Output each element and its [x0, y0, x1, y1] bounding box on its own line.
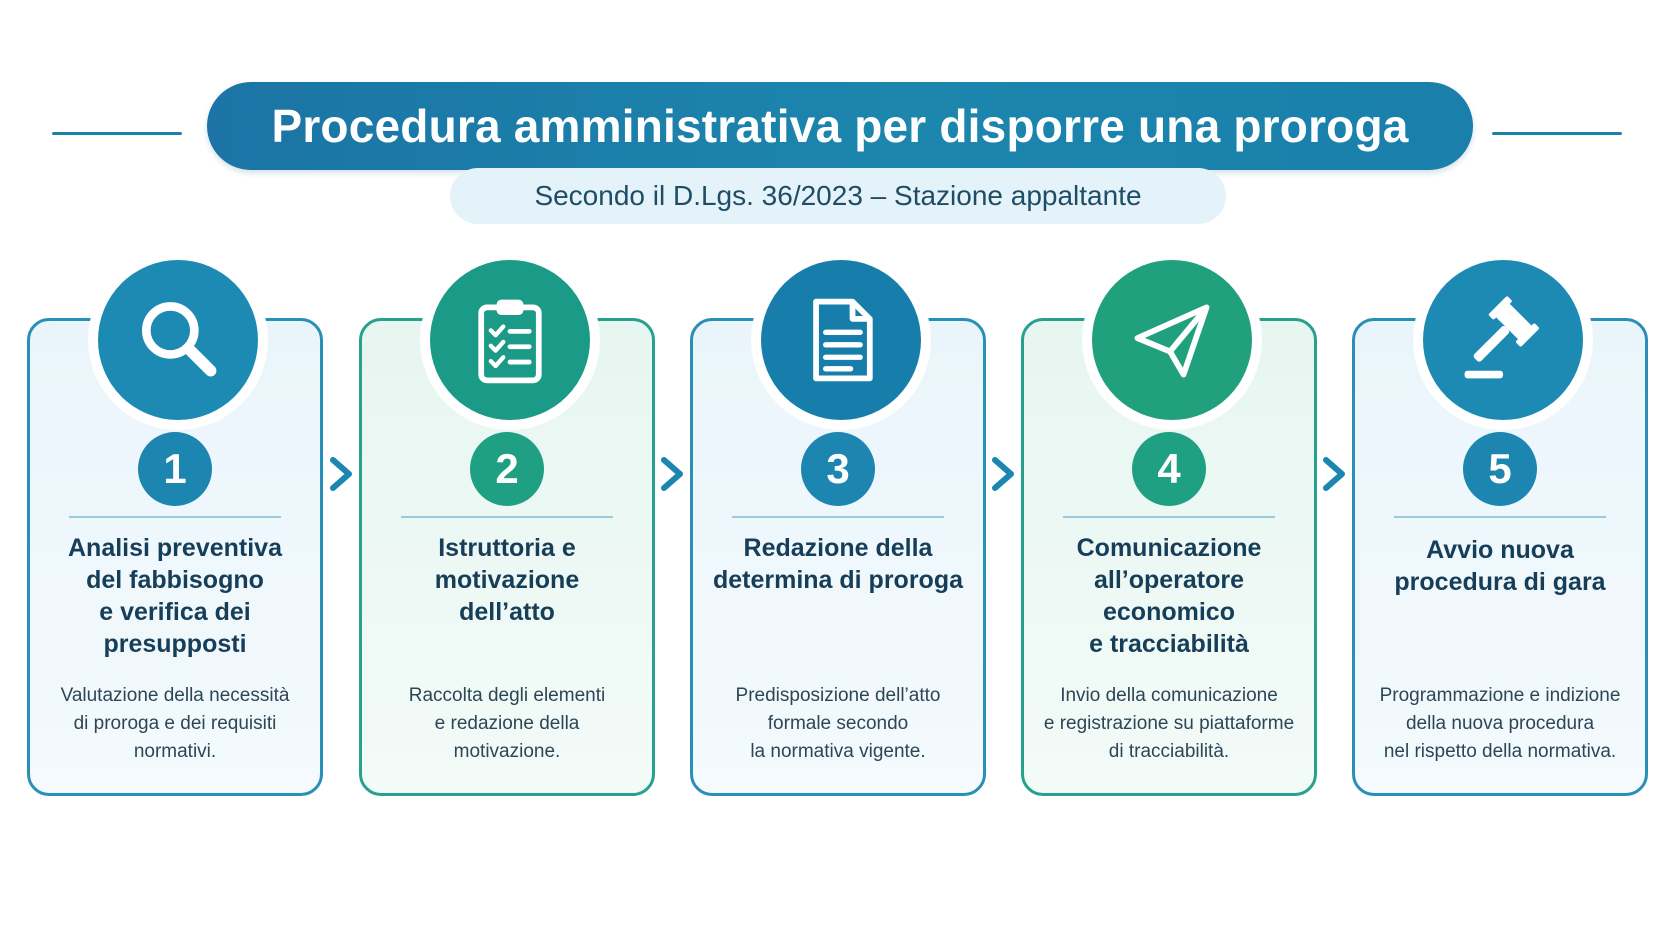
step-divider-1 — [69, 516, 281, 518]
step-desc-line: e redazione della — [434, 713, 580, 734]
title-decor-line-right — [1492, 132, 1622, 135]
step-title-5 — [1360, 534, 1640, 598]
step-title-line: Istruttoria e — [438, 534, 576, 562]
step-divider-2 — [401, 516, 613, 518]
arrow-right-icon — [327, 454, 357, 494]
step-number-2: 2 — [470, 432, 544, 506]
step-title-line: dell’atto — [459, 598, 555, 626]
step-desc-line: della nuova procedura — [1405, 713, 1595, 734]
step-desc-5 — [1360, 682, 1640, 766]
step-desc-line: di tracciabilità. — [1108, 741, 1230, 762]
step-icon-circle-4 — [1092, 260, 1252, 420]
step-title-3 — [698, 532, 978, 596]
step-title-line: motivazione — [434, 566, 580, 594]
step-desc-line: di proroga e dei requisiti — [73, 713, 277, 734]
step-divider-4 — [1063, 516, 1275, 518]
step-title-line: Redazione della — [743, 534, 933, 562]
step-title-1 — [35, 532, 315, 660]
step-number-3: 3 — [801, 432, 875, 506]
document-icon — [793, 292, 889, 388]
step-title-line: determina di proroga — [712, 566, 964, 594]
step-number-4: 4 — [1132, 432, 1206, 506]
step-desc-line: Invio della comunicazione — [1060, 685, 1278, 706]
gavel-icon — [1455, 292, 1551, 388]
step-desc-4 — [1029, 682, 1309, 766]
step-desc-3 — [698, 682, 978, 766]
step-desc-line: normativi. — [133, 741, 217, 762]
page-title: Procedura amministrativa per disporre una proroga — [271, 100, 1409, 152]
step-title-4 — [1029, 532, 1309, 660]
step-title-line: all’operatore economico — [1093, 566, 1245, 626]
step-title-line: Comunicazione — [1076, 534, 1262, 562]
step-divider-3 — [732, 516, 944, 518]
arrow-right-icon — [658, 454, 688, 494]
step-desc-line: e registrazione su piattaforme — [1043, 713, 1295, 734]
step-title-line: e verifica dei — [99, 598, 251, 626]
step-desc-line: formale secondo — [767, 713, 909, 734]
clipboard-checklist-icon — [462, 292, 558, 388]
step-desc-line: Valutazione della necessità — [60, 685, 290, 706]
step-title-line: presupposti — [103, 630, 247, 658]
step-desc-2 — [367, 682, 647, 766]
step-desc-line: Raccolta degli elementi — [408, 685, 606, 706]
magnifier-icon — [130, 292, 226, 388]
step-title-line: e tracciabilità — [1089, 630, 1249, 658]
step-title-line: Analisi preventiva — [68, 534, 282, 562]
step-title-line: procedura di gara — [1394, 568, 1606, 596]
step-number-1: 1 — [138, 432, 212, 506]
step-desc-line: motivazione. — [453, 741, 561, 762]
paper-plane-icon — [1124, 292, 1220, 388]
step-divider-5 — [1394, 516, 1606, 518]
step-title-line: del fabbisogno — [86, 566, 264, 594]
title-decor-line-left — [52, 132, 182, 135]
title-banner — [207, 82, 1473, 170]
page-subtitle: Secondo il D.Lgs. 36/2023 – Stazione appaltante — [534, 180, 1142, 211]
step-icon-circle-3 — [761, 260, 921, 420]
step-number-5: 5 — [1463, 432, 1537, 506]
step-desc-line: nel rispetto della normativa. — [1383, 741, 1617, 762]
step-desc-1 — [35, 682, 315, 766]
step-desc-line: Predisposizione dell’atto — [735, 685, 941, 706]
arrow-right-icon — [989, 454, 1019, 494]
step-desc-line: Programmazione e indizione — [1379, 685, 1621, 706]
step-title-2 — [367, 532, 647, 628]
step-icon-circle-1 — [98, 260, 258, 420]
step-icon-circle-5 — [1423, 260, 1583, 420]
step-icon-circle-2 — [430, 260, 590, 420]
step-title-line: Avvio nuova — [1426, 536, 1574, 564]
step-desc-line: la normativa vigente. — [750, 741, 926, 762]
arrow-right-icon — [1320, 454, 1350, 494]
subtitle-pill — [450, 168, 1226, 224]
